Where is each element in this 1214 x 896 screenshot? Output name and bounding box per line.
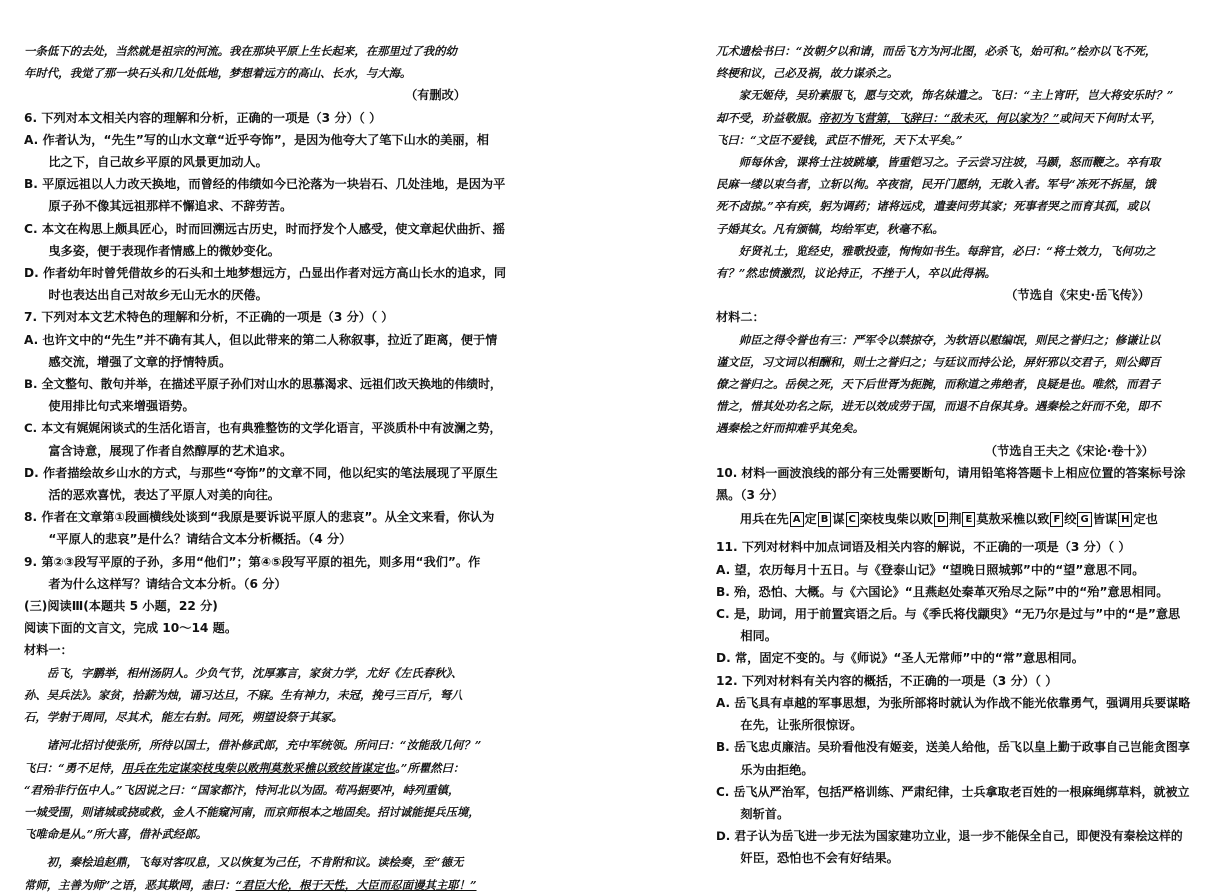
source-note: （节选自《宋史·岳飞传》） — [1005, 288, 1150, 303]
q11-option-c: C. 是，助词，用于前置宾语之后。与《季氏将伐颛臾》“无乃尔是过与”中的“是”意思 — [716, 607, 1181, 622]
material-2-line: 惜之，惜其处功名之际，进无以效成劳于国，而退不自保其身。遇秦桧之奸而不免，即不 — [716, 399, 1161, 414]
section-heading: (三)阅读Ⅲ(本题共 5 小题，22 分) — [24, 599, 218, 614]
source-note: （有删改） — [405, 88, 466, 103]
answer-box-f[interactable]: F — [1050, 512, 1063, 527]
answer-box-d[interactable]: D — [934, 512, 948, 527]
text-segment: 常师，主善为师”之语，恶其欺罔，恚曰： — [24, 877, 236, 892]
text-segment: 。”所瞿然曰： — [395, 760, 465, 775]
underlined-sentence: “君臣大伦，根于天性，大臣而忍面谩其主耶！” — [235, 877, 477, 892]
left-column — [24, 40, 506, 896]
segment: 定也 — [1133, 512, 1158, 527]
q12-option-b-cont: 乐为由拒绝。 — [740, 762, 814, 777]
question-10: 10. 材料一画波浪线的部分有三处需要断句，请用铅笔将答题卡上相应位置的答案标号涂 — [716, 465, 1186, 480]
material-1-line: 家无姬侍，吴玠素服飞，愿与交欢，饰名妹遣之。飞曰：“主上宵旰，岂大将安乐时？” — [738, 88, 1174, 103]
question-8-cont: “平原人的悲哀”是什么？请结合文本分析概括。（4 分） — [48, 532, 352, 547]
q12-option-a-cont: 在先，让张所很惊讶。 — [740, 718, 863, 733]
material-1-line: 师每休舍，课将士注坡跳壕，皆重铠习之。子云尝习注坡，马踬，怒而鞭之。卒有取 — [738, 155, 1161, 170]
answer-box-a[interactable]: A — [790, 512, 804, 527]
reading-instruction: 阅读下面的文言文，完成 10～14 题。 — [24, 621, 238, 636]
segment: 谋 — [832, 512, 845, 527]
q6-option-b-cont: 原子孙不像其远祖那样不懈追求、不辞劳苦。 — [48, 199, 293, 214]
material-1-line — [716, 107, 1190, 129]
material-1-label: 材料一： — [24, 643, 73, 658]
material-2-label: 材料二： — [716, 310, 765, 325]
q11-option-a: A. 望，农历每月十五日。与《登泰山记》“望晚日照城郭”中的“望”意思不同。 — [716, 562, 1145, 577]
segment: 用兵在先 — [740, 512, 789, 527]
material-1-line: 好贤礼士，览经史，雅歌投壶，恂恂如书生。每辞官，必曰：“将士效力，飞何功之 — [738, 243, 1156, 258]
q7-option-a-cont: 感交流，增强了文章的抒情特质。 — [48, 354, 232, 369]
answer-box-h[interactable]: H — [1118, 512, 1132, 527]
answer-box-e[interactable]: E — [962, 512, 975, 527]
material-1-line — [24, 874, 506, 896]
question-10-cont: 黑。（3 分） — [716, 488, 784, 503]
intro-line: 一条低下的去处，当然就是祖宗的河流。我在那块平原上生长起来，在那里过了我的幼 — [24, 44, 457, 58]
q11-option-b: B. 殆，恐怕、大概。与《六国论》“且燕赵处秦革灭殆尽之际”中的“殆”意思相同。 — [716, 584, 1169, 599]
segment: 定 — [804, 512, 817, 527]
segment: 皆谋 — [1092, 512, 1118, 527]
material-1-line: 石，学射于周同，尽其术，能左右射。同死，朔望设祭于其冢。 — [24, 710, 343, 725]
material-1-line: 飞唯命是从。”所大喜，借补武经郎。 — [24, 827, 208, 842]
q12-option-d: D. 君子认为岳飞进一步无法为国家建功立业，退一步不能保全自己，即便没有秦桧这样的 — [716, 829, 1183, 844]
q6-option-b: B. 平原远祖以人力改天换地，而曾经的伟绩如今已沦落为一块岩石、几处洼地，是因为平 — [24, 177, 506, 192]
material-1-line: 兀术遗桧书曰：“汝朝夕以和请，而岳飞方为河北图，必杀飞，始可和。”桧亦以飞不死， — [716, 44, 1157, 58]
material-1-line: 孙、吴兵法》。家贫，拾薪为烛，诵习达旦，不寐。生有神力，未冠，挽弓三百斤，弩八 — [24, 687, 463, 702]
material-1-line: 一城受围，则诸城或挠或救，金人不能窥河南，而京师根本之地固矣。招讨诚能提兵压境， — [24, 804, 480, 819]
q7-option-b: B. 全文整句、散句并举，在描述平原子孙们对山水的思慕渴求、远祖们改天换地的伟绩时， — [24, 377, 502, 392]
answer-box-line — [740, 508, 1190, 530]
material-1-line: 飞曰：“文臣不爱钱，武臣不惜死，天下太平矣。” — [716, 132, 963, 147]
q12-option-c-cont: 刻斩首。 — [740, 806, 790, 821]
question-8: 8. 作者在文章第①段画横线处谈到“我原是要诉说平原人的悲哀”。从全文来看，你认为 — [24, 510, 495, 525]
q12-option-a: A. 岳飞具有卓越的军事思想，为张所部将时就认为作战不能光依靠勇气，强调用兵要谋略 — [716, 695, 1191, 710]
material-1-line: “君殆非行伍中人。”飞因说之曰：“国家都汴，恃河北以为固。苟冯据要冲，峙列重镇， — [24, 782, 460, 797]
q12-option-c: C. 岳飞从严治军，包括严格训练、严肃纪律，士兵拿取老百姓的一根麻绳绑草料，就被立 — [716, 784, 1190, 799]
material-1-line: 民麻一缕以束刍者，立斩以徇。卒夜宿，民开门愿纳，无敢入者。军号“冻死不拆屋，饿 — [716, 177, 1156, 192]
material-1-line: 有？”然忠愤激烈，议论持正，不挫于人，卒以此得祸。 — [716, 266, 996, 281]
answer-box-c[interactable]: C — [846, 512, 859, 527]
material-2-line: 遇秦桧之奸而抑难乎其免矣。 — [716, 421, 865, 436]
material-2-line: 帅臣之得令誉也有三：严军令以禁掠夺，为软语以慰编氓，则民之誉归之；修谦让以 — [738, 332, 1161, 347]
material-1-line: 终梗和议，己必及祸，故力谋杀之。 — [716, 66, 899, 81]
material-1-line: 子婚其女。凡有颁犒，均给军吏，秋毫不私。 — [716, 221, 944, 236]
q6-option-a: A. 作者认为，“先生”写的山水文章“近乎夸饰”，是因为他夸大了笔下山水的美丽，相 — [24, 132, 489, 147]
answer-box-g[interactable]: G — [1077, 512, 1091, 527]
source-note: （节选自王夫之《宋论·卷十》） — [984, 443, 1154, 458]
q11-option-c-cont: 相同。 — [740, 629, 777, 644]
underlined-sentence: 帝初为飞营第，飞辞曰：“敌未灭，何以家为？” — [818, 110, 1060, 125]
right-column — [716, 40, 1190, 870]
material-1-line: 初，秦桧追赵鼎，飞每对客叹息，又以恢复为己任，不肯附和议。读桧奏，至“德无 — [46, 855, 464, 870]
segment: 栾枝曳柴以败 — [859, 512, 933, 527]
q7-option-c-cont: 富含诗意，展现了作者自然醇厚的艺术追求。 — [48, 443, 293, 458]
text-segment: 飞曰：“勇不足恃， — [24, 760, 122, 775]
q7-option-c: C. 本文有娓娓闲谈式的生活化语言，也有典雅整饬的文学化语言，平淡质朴中有波澜之势， — [24, 421, 502, 436]
text-segment: 却不受，玠益敬服。 — [716, 110, 819, 125]
q12-option-b: B. 岳飞忠贞廉洁。吴玠看他没有姬妾，送美人给他，岳飞以皇上勤于政事自己岂能贪图享 — [716, 740, 1190, 755]
question-12-stem: 12. 下列对材料有关内容的概括，不正确的一项是（3 分）（ ） — [716, 673, 1058, 688]
q6-option-c: C. 本文在构思上颇具匠心，时而回溯远古历史，时而抒发个人感受，使文章起伏曲折、摇 — [24, 221, 505, 236]
wavy-underline-passage: 用兵在先定谋栾枝曳柴以败荆莫敖采樵以致绞皆谋定也 — [121, 760, 396, 775]
question-9-cont: 者为什么这样写？请结合文本分析。（6 分） — [48, 576, 287, 591]
text-segment: 或问天下何时太平， — [1059, 110, 1162, 125]
material-1-line: 诸河北招讨使张所，所待以国士，借补修武郎，充中军统领。所问曰：“汝能敌几何？” — [46, 738, 482, 753]
material-2-line: 僚之誉归之。岳侯之死，天下后世胥为扼腕，而称道之弗绝者，良疑是也。唯然，而君子 — [716, 377, 1161, 392]
q6-option-c-cont: 曳多姿，便于表现作者情感上的微妙变化。 — [48, 243, 280, 258]
question-7-stem: 7. 下列对本文艺术特色的理解和分析，不正确的一项是（3 分）（ ） — [24, 310, 394, 325]
material-1-line: 岳飞，字鹏举，相州汤阴人。少负气节，沈厚寡言，家贫力学，尤好《左氏春秋》、 — [46, 665, 463, 680]
answer-box-b[interactable]: B — [818, 512, 832, 527]
intro-line: 年时代，我觉了那一块石头和几处低地，梦想着远方的高山、长水，与大海。 — [24, 66, 412, 81]
question-11-stem: 11. 下列对材料中加点词语及相关内容的解说，不正确的一项是（3 分）（ ） — [716, 540, 1131, 555]
q7-option-b-cont: 使用排比句式来增强语势。 — [48, 399, 195, 414]
segment: 荆 — [949, 512, 962, 527]
question-9: 9. 第②③段写平原的子孙，多用“他们”；第④⑤段写平原的祖先，则多用“我们”。作 — [24, 554, 481, 569]
q7-option-d: D. 作者描绘故乡山水的方式，与那些“夸饰”的文章不同，他以纪实的笔法展现了平原生 — [24, 465, 498, 480]
q6-option-d: D. 作者幼年时曾凭借故乡的石头和土地梦想远方，凸显出作者对远方高山长水的追求，同 — [24, 266, 507, 281]
q7-option-a: A. 也许文中的“先生”并不确有其人，但以此带来的第二人称叙事，拉近了距离，便于情 — [24, 332, 498, 347]
q7-option-d-cont: 活的恶欢喜忧，表达了平原人对美的向往。 — [48, 488, 280, 503]
q11-option-d: D. 常，固定不变的。与《师说》“圣人无常师”中的“常”意思相同。 — [716, 651, 1084, 666]
segment: 莫敖采樵以致 — [976, 512, 1050, 527]
q6-option-a-cont: 比之下，自己故乡平原的风景更加动人。 — [48, 155, 268, 170]
material-2-line: 谨文臣，习文词以相酬和，则士之誉归之；与廷议而持公论，屏奸邪以交君子，则公卿百 — [716, 354, 1161, 369]
question-6-stem: 6. 下列对本文相关内容的理解和分析，正确的一项是（3 分）（ ） — [24, 110, 382, 125]
material-1-line: 死不卤掠。”卒有疾，躬为调药；诸将远戍，遣妻问劳其家；死事者哭之而育其孤，或以 — [716, 199, 1150, 214]
segment: 绞 — [1064, 512, 1077, 527]
q6-option-d-cont: 时也表达出自己对故乡无山无水的厌倦。 — [48, 288, 268, 303]
q12-option-d-cont: 奸臣，恐怕也不会有好结果。 — [740, 851, 899, 866]
material-1-line — [24, 757, 506, 779]
